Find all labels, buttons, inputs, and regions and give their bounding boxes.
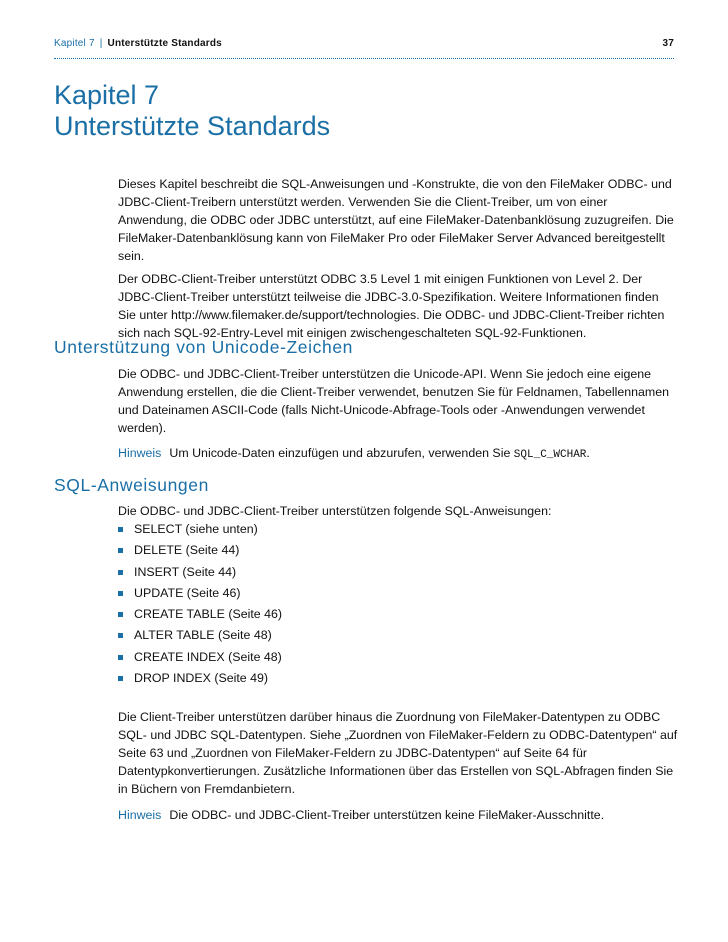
intro-section xyxy=(118,175,678,342)
bullet-icon xyxy=(118,548,123,553)
chapter-number: Kapitel 7 xyxy=(54,80,160,110)
intro-paragraph-1: Dieses Kapitel beschreibt die SQL-Anweisungen und -Konstrukte, die von den FileMaker ODBC- und JDBC-Client-Treibern unterstützt werden. Verwenden Sie die Client-Treiber, um von einer Anwendung, die ODBC oder JDBC unterstützt, auf eine FileMaker-Datenbanklösung zuzugreifen. Die FileMaker-Datenbanklösung kann von FileMaker Pro oder FileMaker Server Advanced bereitgestellt sein. xyxy=(118,177,674,263)
unicode-paragraph: Die ODBC- und JDBC-Client-Treiber unterstützen die Unicode-API. Wenn Sie jedoch eine eigene Anwendung erstellen, die die Client-Treiber verwendet, benutzen Sie für Feldnamen, Tabellennamen und Dateinamen ASCII-Code (falls Nicht-Unicode-Abfrage-Tools oder -Anwendungen verwendet werden). xyxy=(118,367,670,435)
note-text: Die ODBC- und JDBC-Client-Treiber unterstützen keine FileMaker-Ausschnitte. xyxy=(169,808,605,822)
chapter-title xyxy=(54,80,330,142)
sql-body xyxy=(118,708,678,824)
list-item xyxy=(118,647,678,668)
note-text: Um Unicode-Daten einzufügen und abzurufen, verwenden Sie xyxy=(169,446,514,460)
note-label: Hinweis xyxy=(118,446,162,460)
header-chapter xyxy=(54,38,222,49)
list-item xyxy=(118,519,678,540)
running-header xyxy=(54,38,674,58)
list-item-text: DROP INDEX (Seite 49) xyxy=(134,671,269,686)
list-item xyxy=(118,604,678,625)
list-item-text: DELETE (Seite 44) xyxy=(134,543,240,558)
note-label: Hinweis xyxy=(118,808,162,822)
sql-intro xyxy=(118,502,678,520)
bullet-icon xyxy=(118,591,123,596)
sql-datatypes-paragraph: Die Client-Treiber unterstützen darüber hinaus die Zuordnung von FileMaker-Datentypen zu ODBC SQL- und JDBC SQL-Datentypen. Siehe „Zuordnen von FileMaker-Feldern zu ODBC-Datentypen“ auf Seite 63 und „Zuordnen von FileMaker-Feldern zu JDBC-Datentypen“ auf Seite 64 für Datentypkonvertierungen. Zusätzliche Informationen über das Erstellen von SQL-Abfragen finden Sie in Büchern von Fremdanbietern. xyxy=(118,710,678,796)
list-item xyxy=(118,562,678,583)
page-number: 37 xyxy=(662,38,674,49)
list-item xyxy=(118,540,678,561)
header-separator: | xyxy=(99,38,103,49)
section-title-unicode: Unterstützung von Unicode-Zeichen xyxy=(54,337,353,357)
bullet-icon xyxy=(118,527,123,532)
list-item-text: CREATE TABLE (Seite 46) xyxy=(134,607,283,622)
list-item-text: ALTER TABLE (Seite 48) xyxy=(134,628,272,643)
header-chapter-label: Kapitel 7 xyxy=(54,38,95,49)
list-item xyxy=(118,668,678,689)
bullet-icon xyxy=(118,676,123,681)
header-title: Unterstützte Standards xyxy=(107,38,222,49)
list-item xyxy=(118,583,678,604)
bullet-icon xyxy=(118,570,123,575)
sql-note xyxy=(118,806,678,824)
bullet-icon xyxy=(118,633,123,638)
list-item-text: SELECT (siehe unten) xyxy=(134,522,258,536)
unicode-section xyxy=(118,365,678,464)
intro-paragraph-2: Der ODBC-Client-Treiber unterstützt ODBC 3.5 Level 1 mit einigen Funktionen von Level 2. Der JDBC-Client-Treiber unterstützt teilweise die JDBC-3.0-Spezifikation. Weitere Informationen finden Sie unter http://www.filemaker.de/support/technologies. Die ODBC- und JDBC-Client-Treiber richten sich nach SQL-92-Entry-Level mit einigen zwischengeschalteten SQL-92-Funktionen. xyxy=(118,272,665,340)
note-end: . xyxy=(586,446,590,460)
bullet-icon xyxy=(118,655,123,660)
list-item-text: INSERT (Seite 44) xyxy=(134,564,237,579)
bullet-icon xyxy=(118,612,123,617)
header-rule xyxy=(54,58,674,59)
list-item-text: CREATE INDEX (Seite 48) xyxy=(134,649,282,664)
list-item-text: UPDATE (Seite 46) xyxy=(134,585,241,600)
sql-statement-list xyxy=(118,519,678,689)
unicode-note xyxy=(118,444,678,464)
section-title-sql: SQL-Anweisungen xyxy=(54,475,209,495)
sql-intro-paragraph: Die ODBC- und JDBC-Client-Treiber unterstützen folgende SQL-Anweisungen: xyxy=(118,504,552,518)
list-item xyxy=(118,625,678,646)
chapter-name: Unterstützte Standards xyxy=(54,111,331,141)
code-inline: SQL_C_WCHAR xyxy=(513,449,587,461)
